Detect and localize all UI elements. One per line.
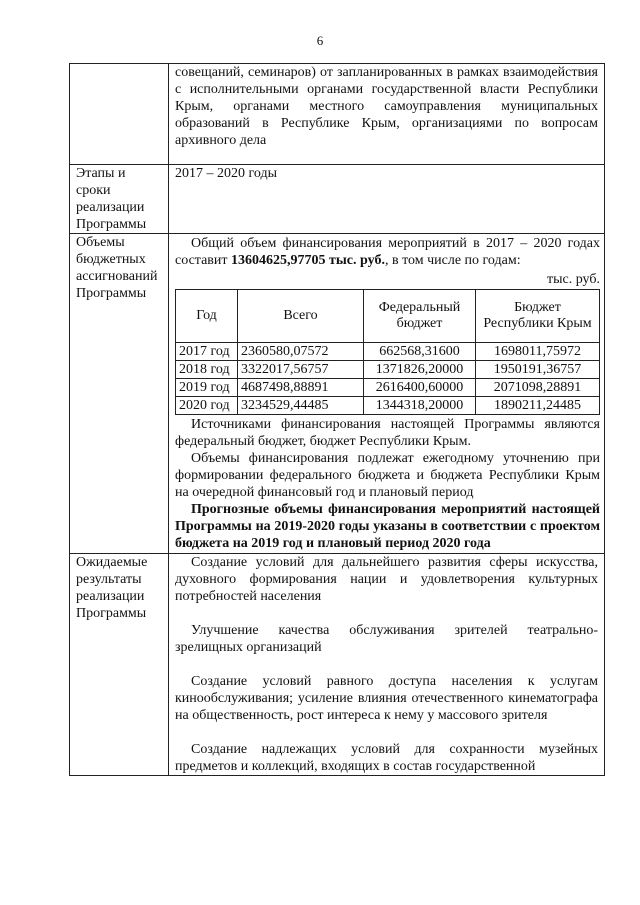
budget-intro	[175, 235, 600, 269]
cell-year: 2018 год	[176, 361, 238, 379]
row-label	[70, 64, 169, 165]
cell-total: 4687498,88891	[238, 379, 364, 397]
cell-crimea: 2071098,28891	[476, 379, 600, 397]
result-item: Создание надлежащих условий для сохранности музейных предметов и коллекций, входящих в состав государственной	[175, 742, 598, 774]
cell-crimea: 1890211,24485	[476, 397, 600, 415]
budget-units: тыс. руб.	[547, 272, 600, 287]
col-header-federal: Федеральный бюджет	[364, 290, 476, 343]
financing-row	[176, 361, 600, 379]
financing-row	[176, 397, 600, 415]
col-header-crimea: Бюджет Республики Крым	[476, 290, 600, 343]
cell-federal: 1371826,20000	[364, 361, 476, 379]
cell-federal: 2616400,60000	[364, 379, 476, 397]
stages-text: 2017 – 2020 годы	[169, 165, 605, 234]
financing-header-row	[176, 290, 600, 343]
cell-year: 2020 год	[176, 397, 238, 415]
cell-crimea: 1698011,75972	[476, 343, 600, 361]
row-budget	[70, 234, 605, 554]
budget-intro-tail: , в том числе по годам:	[384, 253, 521, 268]
continuation-text: совещаний, семинаров) от запланированных в рамках взаимодействия с исполнительными органами государственной власти Республики Крым, органами местного самоуправления муниципальных образований в Республике Крым, организациями по вопросам архивного дела	[169, 64, 605, 165]
financing-table	[175, 289, 600, 415]
result-item: Создание условий для дальнейшего развития сферы искусства, духовного формирования нации и удовлетворения культурных потребностей населения	[175, 555, 598, 604]
cell-crimea: 1950191,36757	[476, 361, 600, 379]
budget-sources: Источниками финансирования настоящей Программы являются федеральный бюджет, бюджет Республики Крым.	[175, 417, 600, 449]
results-label: Ожидаемые результаты реализации Программы	[70, 554, 169, 776]
cell-federal: 662568,31600	[364, 343, 476, 361]
budget-cell	[169, 234, 605, 554]
row-continuation	[70, 64, 605, 165]
results-cell	[169, 554, 605, 776]
cell-total: 3322017,56757	[238, 361, 364, 379]
budget-clarification: Объемы финансирования подлежат ежегодному уточнению при формировании федерального бюджета и бюджета Республики Крым на очередной финансовый год и плановый период	[175, 451, 600, 500]
cell-federal: 1344318,20000	[364, 397, 476, 415]
result-item: Улучшение качества обслуживания зрителей театрально-зрелищных организаций	[175, 623, 598, 655]
row-stages	[70, 165, 605, 234]
financing-row	[176, 379, 600, 397]
cell-total: 2360580,07572	[238, 343, 364, 361]
cell-total: 3234529,44485	[238, 397, 364, 415]
cell-year: 2019 год	[176, 379, 238, 397]
page-number: 6	[316, 33, 324, 48]
budget-forecast: Прогнозные объемы финансирования мероприятий настоящей Программы на 2019-2020 годы указаны в соответствии с проектом бюджета на 2019 год и плановый период 2020 года	[175, 502, 600, 551]
budget-label: Объемы бюджетных ассигнований Программы	[70, 234, 169, 554]
col-header-year: Год	[176, 290, 238, 343]
col-header-total: Всего	[238, 290, 364, 343]
financing-row	[176, 343, 600, 361]
budget-total-amount: 13604625,97705 тыс. руб.	[231, 253, 385, 268]
cell-year: 2017 год	[176, 343, 238, 361]
budget-intro-text: Общий объем финансирования мероприятий в 2017 – 2020 годах составит	[175, 236, 600, 268]
result-item: Создание условий равного доступа населения к услугам кинообслуживания; усиление влияния отечественного кинематографа на общественность, рост интереса к нему у массового зрителя	[175, 674, 598, 723]
stages-label: Этапы и сроки реализации Программы	[70, 165, 169, 234]
passport-table	[69, 63, 605, 776]
row-results	[70, 554, 605, 776]
